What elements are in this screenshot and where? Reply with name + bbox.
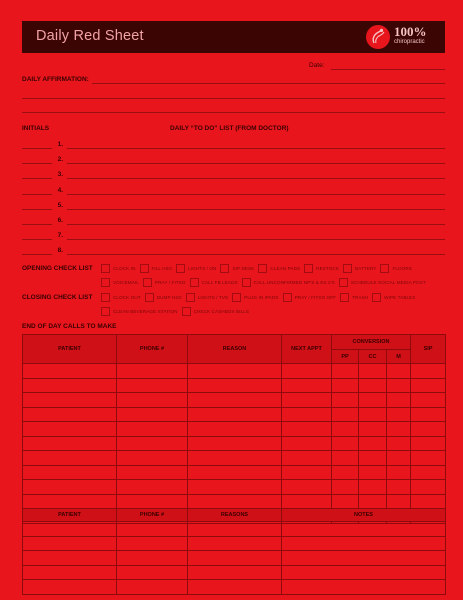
todo-number: 4.	[57, 186, 63, 194]
eod-calls-label: END OF DAY CALLS TO MAKE	[22, 323, 117, 330]
table-cell[interactable]	[188, 536, 282, 551]
checklist-item[interactable]	[190, 278, 238, 287]
table-row	[23, 407, 446, 422]
calls-header-conversion: CONVERSION	[332, 335, 411, 350]
table-cell[interactable]	[23, 393, 117, 408]
table-cell[interactable]	[117, 465, 188, 480]
table-cell[interactable]	[387, 465, 411, 480]
todo-line[interactable]	[67, 178, 445, 179]
table-cell[interactable]	[23, 378, 117, 393]
table-cell[interactable]	[23, 551, 117, 566]
checkbox[interactable]	[232, 293, 241, 302]
table-cell[interactable]	[411, 465, 446, 480]
checkbox[interactable]	[101, 293, 110, 302]
table-cell[interactable]	[188, 451, 282, 466]
table-cell[interactable]	[117, 565, 188, 580]
table-cell[interactable]	[117, 407, 188, 422]
table-row	[23, 436, 446, 451]
table-row	[23, 393, 446, 408]
table-cell[interactable]	[282, 522, 446, 537]
table-cell[interactable]	[117, 480, 188, 495]
table-row	[23, 364, 446, 379]
checkbox[interactable]	[242, 278, 251, 287]
initials-line[interactable]	[22, 148, 52, 149]
table-cell[interactable]	[117, 364, 188, 379]
table-cell[interactable]	[332, 378, 359, 393]
table-cell[interactable]	[387, 494, 411, 509]
calls-table	[22, 334, 446, 524]
table-cell[interactable]	[188, 480, 282, 495]
page-title: Daily Red Sheet	[36, 28, 144, 44]
table-cell[interactable]	[411, 364, 446, 379]
calls-header-phone: PHONE #	[117, 335, 188, 364]
checkbox[interactable]	[190, 278, 199, 287]
header-bar	[22, 21, 445, 53]
checklist-item-label: CALL UNCONFIRMED NP'S & ES 2'S	[253, 280, 335, 285]
table-cell[interactable]	[411, 436, 446, 451]
checkbox[interactable]	[220, 264, 229, 273]
checklist-item[interactable]	[101, 307, 178, 316]
logo-number: 100%	[394, 24, 427, 39]
todo-line[interactable]	[67, 239, 445, 240]
table-cell[interactable]	[23, 580, 117, 595]
table-cell[interactable]	[117, 494, 188, 509]
table-cell[interactable]	[117, 536, 188, 551]
notes-header-phone: PHONE #	[117, 509, 188, 522]
table-row	[23, 494, 446, 509]
table-cell[interactable]	[282, 393, 332, 408]
table-cell[interactable]	[359, 451, 387, 466]
table-cell[interactable]	[359, 436, 387, 451]
table-cell[interactable]	[23, 436, 117, 451]
todo-number: 5.	[57, 201, 63, 209]
table-cell[interactable]	[282, 580, 446, 595]
checklist-item-label: PLUG IN IPADS	[244, 295, 279, 300]
initials-label: INITIALS	[22, 125, 50, 132]
table-cell[interactable]	[411, 494, 446, 509]
table-row	[23, 580, 446, 595]
table-cell[interactable]	[188, 522, 282, 537]
table-cell[interactable]	[332, 407, 359, 422]
checklist-item-label: RESTOCK	[316, 266, 339, 271]
table-cell[interactable]	[282, 480, 332, 495]
table-cell[interactable]	[359, 393, 387, 408]
notes-header-notes: NOTES	[282, 509, 446, 522]
table-cell[interactable]	[282, 465, 332, 480]
checkbox[interactable]	[101, 307, 110, 316]
table-cell[interactable]	[282, 407, 332, 422]
table-cell[interactable]	[387, 436, 411, 451]
logo-spine-icon	[366, 25, 390, 49]
checkbox[interactable]	[140, 264, 149, 273]
checklist-item-label: CLEAN BEVERAGE STATION	[113, 309, 178, 314]
table-cell[interactable]	[411, 393, 446, 408]
table-cell[interactable]	[117, 393, 188, 408]
table-cell[interactable]	[188, 393, 282, 408]
table-cell[interactable]	[332, 494, 359, 509]
checklist-item-label: CLOCK IN	[113, 266, 136, 271]
calls-subheader-m: M	[387, 350, 411, 364]
todo-label: DAILY “TO DO” LIST (FROM DOCTOR)	[170, 125, 289, 132]
table-row	[23, 536, 446, 551]
checklist-item-label: FLOORS	[392, 266, 412, 271]
table-row	[23, 451, 446, 466]
calls-header-sip: SIP	[411, 335, 446, 364]
todo-number: 7.	[57, 232, 63, 240]
table-cell[interactable]	[332, 422, 359, 437]
checklist-item-label: CALL FB LEADS	[201, 280, 238, 285]
notes-header-patient: PATIENT	[23, 509, 117, 522]
affirmation-label: DAILY AFFIRMATION:	[22, 76, 89, 83]
checkbox[interactable]	[380, 264, 389, 273]
initials-line[interactable]	[22, 239, 52, 240]
table-cell[interactable]	[411, 451, 446, 466]
calls-subheader-pp: PP	[332, 350, 359, 364]
table-cell[interactable]	[188, 378, 282, 393]
table-cell[interactable]	[23, 422, 117, 437]
table-cell[interactable]	[282, 451, 332, 466]
closing-checklist-row-1	[101, 293, 419, 302]
table-row	[23, 422, 446, 437]
initials-line[interactable]	[22, 224, 52, 225]
table-cell[interactable]	[23, 407, 117, 422]
todo-line[interactable]	[67, 224, 445, 225]
affirmation-line-2[interactable]	[22, 98, 445, 99]
checklist-item-label: FILL H2O	[151, 266, 173, 271]
checklist-item-label: CLEAN PADS	[270, 266, 301, 271]
initials-line[interactable]	[22, 194, 52, 195]
table-cell[interactable]	[117, 436, 188, 451]
table-cell[interactable]	[282, 422, 332, 437]
checklist-item[interactable]	[258, 264, 300, 273]
table-cell[interactable]	[23, 451, 117, 466]
opening-checklist-label: OPENING CHECK LIST	[22, 265, 93, 272]
table-row	[23, 551, 446, 566]
checklist-item-label: PRAY / FITSO OFF	[294, 295, 337, 300]
table-cell[interactable]	[359, 422, 387, 437]
table-cell[interactable]	[387, 422, 411, 437]
checklist-item[interactable]	[232, 293, 278, 302]
checklist-item[interactable]	[140, 264, 173, 273]
table-row	[23, 565, 446, 580]
table-cell[interactable]	[23, 465, 117, 480]
calls-header-reason: REASON	[188, 335, 282, 364]
checklist-item-label: VOICEMAIL	[113, 280, 139, 285]
table-cell[interactable]	[117, 580, 188, 595]
checklist-item[interactable]	[343, 264, 376, 273]
todo-number: 2.	[57, 156, 63, 164]
table-cell[interactable]	[23, 494, 117, 509]
checklist-item-label: TRASH	[352, 295, 369, 300]
calls-subheader-cc: CC	[359, 350, 387, 364]
checkbox[interactable]	[176, 264, 185, 273]
table-row	[23, 480, 446, 495]
table-cell[interactable]	[332, 465, 359, 480]
checklist-item[interactable]	[380, 264, 412, 273]
initials-line[interactable]	[22, 178, 52, 179]
table-cell[interactable]	[359, 465, 387, 480]
checklist-item[interactable]	[101, 264, 136, 273]
checklist-item[interactable]	[182, 307, 250, 316]
checkbox[interactable]	[283, 293, 292, 302]
affirmation-line-3[interactable]	[22, 112, 445, 113]
table-cell[interactable]	[282, 536, 446, 551]
checklist-item[interactable]	[101, 278, 139, 287]
table-cell[interactable]	[387, 451, 411, 466]
table-cell[interactable]	[387, 378, 411, 393]
table-cell[interactable]	[23, 536, 117, 551]
table-cell[interactable]	[188, 580, 282, 595]
table-row	[23, 378, 446, 393]
checklist-item[interactable]	[339, 278, 426, 287]
table-cell[interactable]	[332, 451, 359, 466]
affirmation-line-1[interactable]	[92, 83, 445, 84]
checklist-item-label: LIGHTS / ON	[188, 266, 217, 271]
checklist-item-label: DUMP H2O	[156, 295, 182, 300]
todo-line[interactable]	[67, 148, 445, 149]
checklist-item[interactable]	[176, 264, 216, 273]
checklist-item-label: CHECK CASHBOX BILLS	[193, 309, 250, 314]
opening-checklist-row-2	[101, 278, 430, 287]
initials-line[interactable]	[22, 209, 52, 210]
table-cell[interactable]	[188, 407, 282, 422]
table-cell[interactable]	[359, 364, 387, 379]
table-cell[interactable]	[387, 480, 411, 495]
table-cell[interactable]	[188, 436, 282, 451]
checkbox[interactable]	[101, 278, 110, 287]
table-cell[interactable]	[332, 364, 359, 379]
logo-subtitle: chiropractic	[394, 39, 425, 45]
table-cell[interactable]	[282, 494, 332, 509]
todo-number: 6.	[57, 217, 63, 224]
table-cell[interactable]	[188, 565, 282, 580]
checklist-item-label: SIP DESK	[232, 266, 255, 271]
checkbox[interactable]	[258, 264, 267, 273]
checkbox[interactable]	[186, 293, 195, 302]
checkbox[interactable]	[304, 264, 313, 273]
table-row	[23, 465, 446, 480]
initials-line[interactable]	[22, 163, 52, 164]
checklist-item[interactable]	[143, 278, 186, 287]
checkbox[interactable]	[343, 264, 352, 273]
table-cell[interactable]	[188, 422, 282, 437]
calls-header-patient: PATIENT	[23, 335, 117, 364]
table-cell[interactable]	[359, 407, 387, 422]
checkbox[interactable]	[101, 264, 110, 273]
checklist-item[interactable]	[372, 293, 415, 302]
notes-table	[22, 508, 446, 595]
todo-line[interactable]	[67, 254, 445, 255]
todo-number: 3.	[57, 171, 63, 179]
table-cell[interactable]	[282, 565, 446, 580]
initials-line[interactable]	[22, 254, 52, 255]
checklist-item[interactable]	[283, 293, 337, 302]
closing-checklist-label: CLOSING CHECK LIST	[22, 294, 93, 301]
todo-line[interactable]	[67, 209, 445, 210]
table-cell[interactable]	[23, 565, 117, 580]
table-cell[interactable]	[411, 480, 446, 495]
checklist-item-label: LIGHTS / TVS	[197, 295, 229, 300]
table-cell[interactable]	[23, 522, 117, 537]
table-cell[interactable]	[282, 551, 446, 566]
checkbox[interactable]	[145, 293, 154, 302]
table-cell[interactable]	[188, 364, 282, 379]
table-cell[interactable]	[411, 407, 446, 422]
todo-line[interactable]	[67, 194, 445, 195]
checklist-item-label: SCHEDULE SOCIAL MEDIA POST	[350, 280, 426, 285]
table-cell[interactable]	[387, 364, 411, 379]
table-cell[interactable]	[282, 378, 332, 393]
checklist-item[interactable]	[101, 293, 141, 302]
table-cell[interactable]	[387, 393, 411, 408]
table-cell[interactable]	[359, 378, 387, 393]
notes-header-reasons: REASONS	[188, 509, 282, 522]
table-cell[interactable]	[23, 480, 117, 495]
table-cell[interactable]	[411, 422, 446, 437]
table-cell[interactable]	[411, 378, 446, 393]
date-label: Date:	[309, 62, 325, 69]
table-cell[interactable]	[188, 551, 282, 566]
table-cell[interactable]	[282, 436, 332, 451]
checklist-item-label: WIPE TABLES	[384, 295, 416, 300]
checklist-item[interactable]	[340, 293, 368, 302]
table-cell[interactable]	[23, 364, 117, 379]
date-field[interactable]	[331, 69, 445, 70]
todo-number: 1.	[57, 141, 63, 148]
todo-number: 8.	[57, 247, 63, 255]
checkbox[interactable]	[182, 307, 191, 316]
table-cell[interactable]	[117, 378, 188, 393]
table-cell[interactable]	[188, 465, 282, 480]
table-cell[interactable]	[332, 436, 359, 451]
checklist-item-label: BATTERY	[354, 266, 377, 271]
table-cell[interactable]	[359, 494, 387, 509]
checkbox[interactable]	[339, 278, 348, 287]
todo-line[interactable]	[67, 163, 445, 164]
table-cell[interactable]	[359, 480, 387, 495]
table-cell[interactable]	[117, 551, 188, 566]
checklist-item[interactable]	[145, 293, 182, 302]
table-cell[interactable]	[117, 522, 188, 537]
table-row	[23, 522, 446, 537]
opening-checklist-row-1	[101, 264, 416, 273]
table-cell[interactable]	[188, 494, 282, 509]
table-cell[interactable]	[332, 480, 359, 495]
table-cell[interactable]	[332, 393, 359, 408]
checklist-item-label: PRAY / FITSO	[154, 280, 186, 285]
table-cell[interactable]	[387, 407, 411, 422]
table-cell[interactable]	[282, 364, 332, 379]
table-cell[interactable]	[117, 451, 188, 466]
checklist-item[interactable]	[242, 278, 335, 287]
checklist-item[interactable]	[186, 293, 228, 302]
checkbox[interactable]	[372, 293, 381, 302]
table-cell[interactable]	[117, 422, 188, 437]
checkbox[interactable]	[340, 293, 349, 302]
checklist-item[interactable]	[304, 264, 339, 273]
checkbox[interactable]	[143, 278, 152, 287]
checklist-item[interactable]	[220, 264, 254, 273]
checklist-item-label: CLOCK OUT	[113, 295, 141, 300]
closing-checklist-row-2	[101, 307, 253, 316]
calls-header-next-appt: NEXT APPT	[282, 335, 332, 364]
